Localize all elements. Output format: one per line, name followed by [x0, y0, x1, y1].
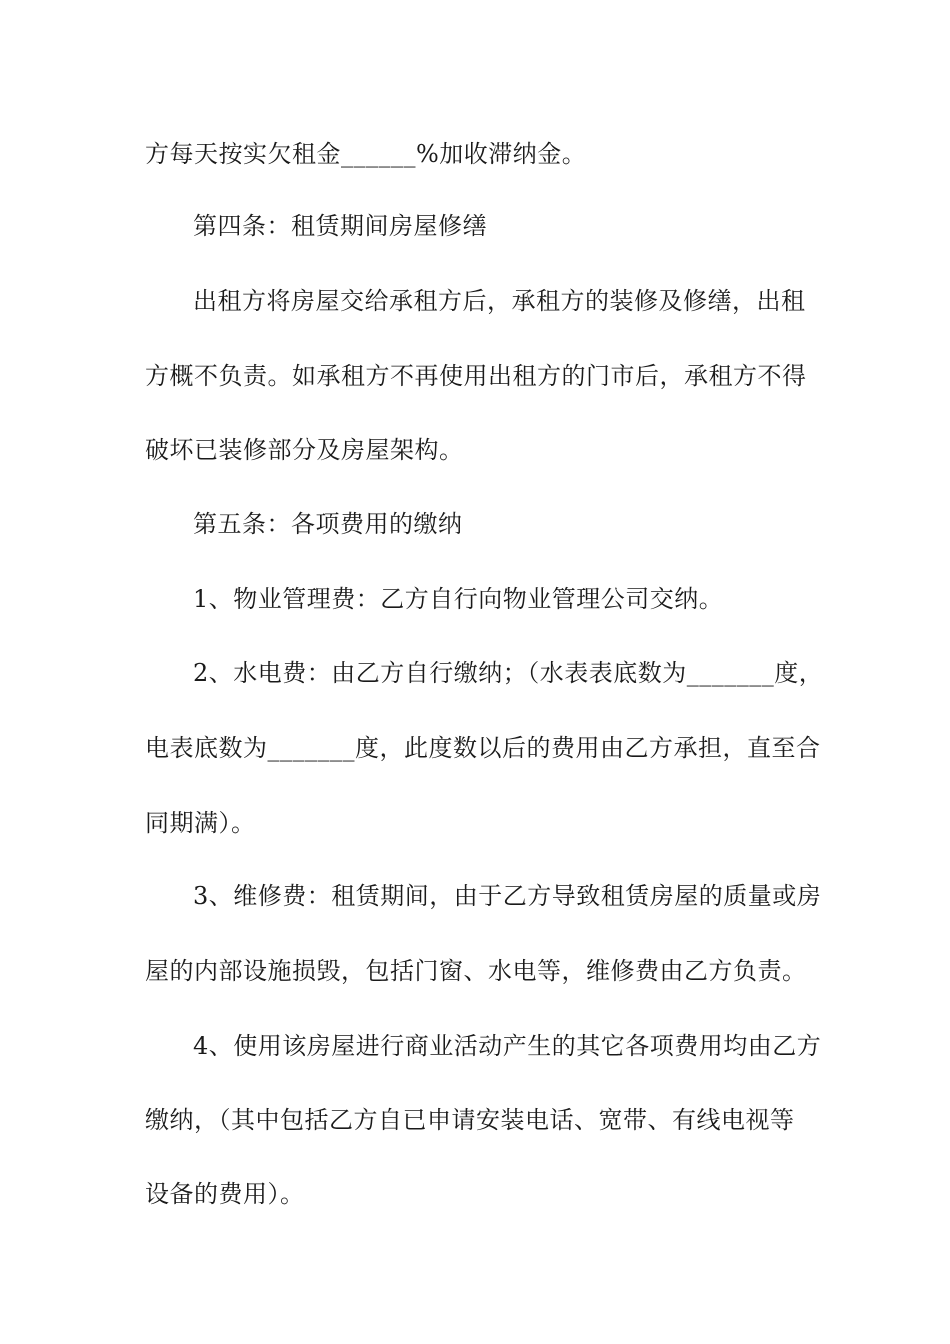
section-heading: 第五条：各项费用的缴纳 [193, 510, 463, 538]
paragraph-line: 缴纳，（其中包括乙方自已申请安装电话、宽带、有线电视等 [145, 1106, 795, 1134]
paragraph-line: 同期满）。 [145, 809, 256, 837]
paragraph-line: 破坏已装修部分及房屋架构。 [145, 436, 464, 464]
paragraph-line: 方每天按实欠租金______%加收滞纳金。 [145, 140, 587, 168]
list-item: 2、水电费：由乙方自行缴纳；（水表表底数为_______度， [193, 659, 824, 687]
list-item: 1、物业管理费：乙方自行向物业管理公司交纳。 [193, 585, 724, 613]
list-item: 4、使用该房屋进行商业活动产生的其它各项费用均由乙方 [193, 1032, 822, 1060]
section-heading: 第四条：租赁期间房屋修缮 [193, 212, 487, 240]
paragraph-line: 电表底数为_______度，此度数以后的费用由乙方承担，直至合 [145, 734, 821, 762]
list-item: 3、维修费：租赁期间，由于乙方导致租赁房屋的质量或房 [193, 882, 822, 910]
paragraph-line: 屋的内部设施损毁，包括门窗、水电等，维修费由乙方负责。 [145, 957, 807, 985]
paragraph-line: 设备的费用）。 [145, 1180, 305, 1208]
paragraph-line: 方概不负责。如承租方不再使用出租方的门市后，承租方不得 [145, 362, 807, 390]
paragraph-line: 出租方将房屋交给承租方后，承租方的装修及修缮，出租 [193, 287, 806, 315]
